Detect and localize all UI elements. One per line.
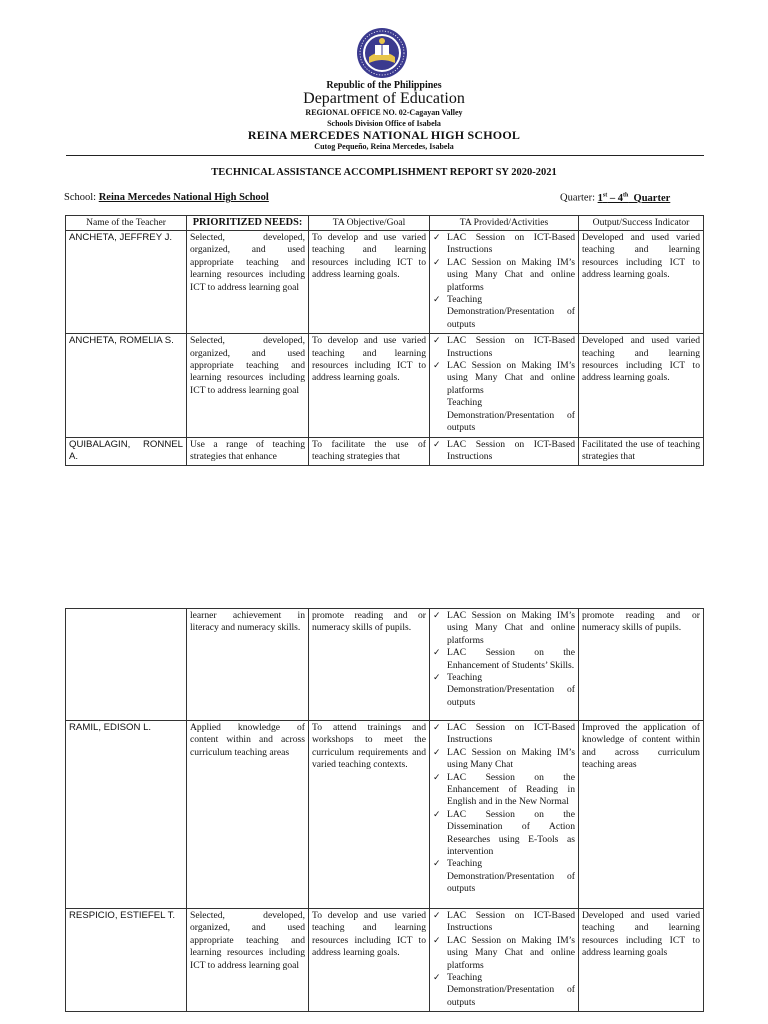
activity-item: ✓ LAC Session on the Dissemination of Action Researches using E-Tools as intervention (433, 809, 575, 859)
col-header-needs: PRIORITIZED NEEDS: (187, 216, 309, 231)
region-line: REGIONAL OFFICE NO. 02-Cagayan Valley (305, 108, 463, 117)
table-row (66, 231, 704, 334)
activity-item: ✓ LAC Session on ICT-Based Instructions (433, 232, 575, 257)
activity-item: ✓ LAC Session on ICT-Based Instructions (433, 910, 575, 935)
needs-cell: Selected, developed, organized, and used appropriate teaching and learning resources including ICT to address learning goal (187, 231, 309, 334)
quarter-value: 1st – 4th Quarter (597, 192, 671, 204)
activity-item: ✓ LAC Session on Making IM’s using Many Chat and online platforms (433, 610, 575, 647)
output-cell: Developed and used varied teaching and learning resources including ICT to address learning goals (579, 909, 704, 1012)
activity-item: ✓ Teaching Demonstration/Presentation of outputs (433, 672, 575, 709)
teacher-name: ANCHETA, JEFFREY J. (66, 231, 187, 334)
objective-cell: To develop and use varied teaching and learning resources including ICT to address learning goals. (309, 231, 430, 334)
output-cell: Developed and used varied teaching and learning resources including ICT to address learning goals. (579, 231, 704, 334)
ta-table-page2 (65, 608, 704, 1012)
output-cell: Developed and used varied teaching and learning resources including ICT to address learning goals. (579, 334, 704, 437)
table-row (66, 721, 704, 909)
activities-cell (430, 231, 579, 334)
activity-item: Teaching Demonstration/Presentation of outputs (447, 397, 575, 434)
activity-item: ✓ LAC Session on the Enhancement of Students’ Skills. (433, 647, 575, 672)
quarter-label: Quarter: (560, 192, 595, 204)
ta-table-page1 (65, 215, 704, 466)
activity-item: ✓ LAC Session on ICT-Based Instructions (433, 722, 575, 747)
activity-item: ✓ Teaching Demonstration/Presentation of outputs (433, 972, 575, 1009)
table-page1-clip (60, 210, 710, 473)
table-row (66, 609, 704, 721)
output-cell: Facilitated the use of teaching strategies that (579, 437, 704, 466)
republic-line: Republic of the Philippines (326, 80, 442, 91)
school-address: Cutog Pequeño, Reina Mercedes, Isabela (314, 142, 454, 151)
objective-cell: To develop and use varied teaching and learning resources including ICT to address learning goals. (309, 909, 430, 1012)
school-name: REINA MERCEDES NATIONAL HIGH SCHOOL (247, 128, 521, 142)
school-field (64, 192, 269, 203)
activity-item: ✓ LAC Session on Making IM’s using Many Chat and online platforms (433, 360, 575, 397)
objective-cell: To attend trainings and workshops to meet the curriculum requirements and varied teaching contexts. (309, 721, 430, 909)
department-title: Department of Education (303, 90, 465, 107)
header-divider (66, 155, 704, 156)
activity-item: ✓ LAC Session on ICT-Based Instructions (433, 335, 575, 360)
activity-item: ✓ LAC Session on Making IM’s using Many Chat (433, 747, 575, 772)
activity-item: ✓ LAC Session on Making IM’s using Many Chat and online platforms (433, 935, 575, 972)
teacher-name (66, 609, 187, 721)
needs-cell: Selected, developed, organized, and used appropriate teaching and learning resources including ICT to address learning goal (187, 909, 309, 1012)
activity-item: ✓ LAC Session on the Enhancement of Reading in English and in the New Normal (433, 772, 575, 809)
needs-cell: learner achievement in literacy and numeracy skills. (187, 609, 309, 721)
activity-item: ✓ Teaching Demonstration/Presentation of outputs (433, 858, 575, 895)
table-row (66, 334, 704, 437)
activities-cell (430, 909, 579, 1012)
school-value: Reina Mercedes National High School (98, 192, 269, 203)
objective-cell: promote reading and or numeracy skills of pupils. (309, 609, 430, 721)
division-line: Schools Division Office of Isabela (327, 119, 441, 128)
activities-cell (430, 721, 579, 909)
output-cell: promote reading and or numeracy skills of pupils. (579, 609, 704, 721)
needs-cell: Applied knowledge of content within and across curriculum teaching areas (187, 721, 309, 909)
needs-cell: Use a range of teaching strategies that enhance (187, 437, 309, 466)
objective-cell: To facilitate the use of teaching strategies that (309, 437, 430, 466)
output-cell: Improved the application of knowledge of content within and across curriculum teaching areas (579, 721, 704, 909)
school-label: School: (64, 192, 97, 203)
col-header-teacher: Name of the Teacher (66, 216, 187, 231)
teacher-name: RAMIL, EDISON L. (66, 721, 187, 909)
activity-item: ✓ LAC Session on Making IM’s using Many Chat and online platforms (433, 257, 575, 294)
activities-cell (430, 334, 579, 437)
teacher-name: RESPICIO, ESTIEFEL T. (66, 909, 187, 1012)
activity-item: ✓ LAC Session on ICT-Based Instructions (433, 439, 575, 464)
table-header-row (66, 216, 704, 231)
table-row (66, 437, 704, 466)
activities-cell (430, 609, 579, 721)
activities-cell (430, 437, 579, 466)
objective-cell: To develop and use varied teaching and learning resources including ICT to address learning goals. (309, 334, 430, 437)
col-header-activities: TA Provided/Activities (430, 216, 579, 231)
activity-item: ✓ Teaching Demonstration/Presentation of outputs (433, 294, 575, 331)
deped-seal-logo (356, 27, 408, 79)
teacher-name: ANCHETA, ROMELIA S. (66, 334, 187, 437)
teacher-name: QUIBALAGIN, RONNEL A. (66, 437, 187, 466)
quarter-field (560, 192, 670, 204)
col-header-objective: TA Objective/Goal (309, 216, 430, 231)
report-title: TECHNICAL ASSISTANCE ACCOMPLISHMENT REPORT SY 2020-2021 (211, 167, 557, 178)
table-row (66, 909, 704, 1012)
needs-cell: Selected, developed, organized, and used appropriate teaching and learning resources including ICT to address learning goal (187, 334, 309, 437)
col-header-output: Output/Success Indicator (579, 216, 704, 231)
